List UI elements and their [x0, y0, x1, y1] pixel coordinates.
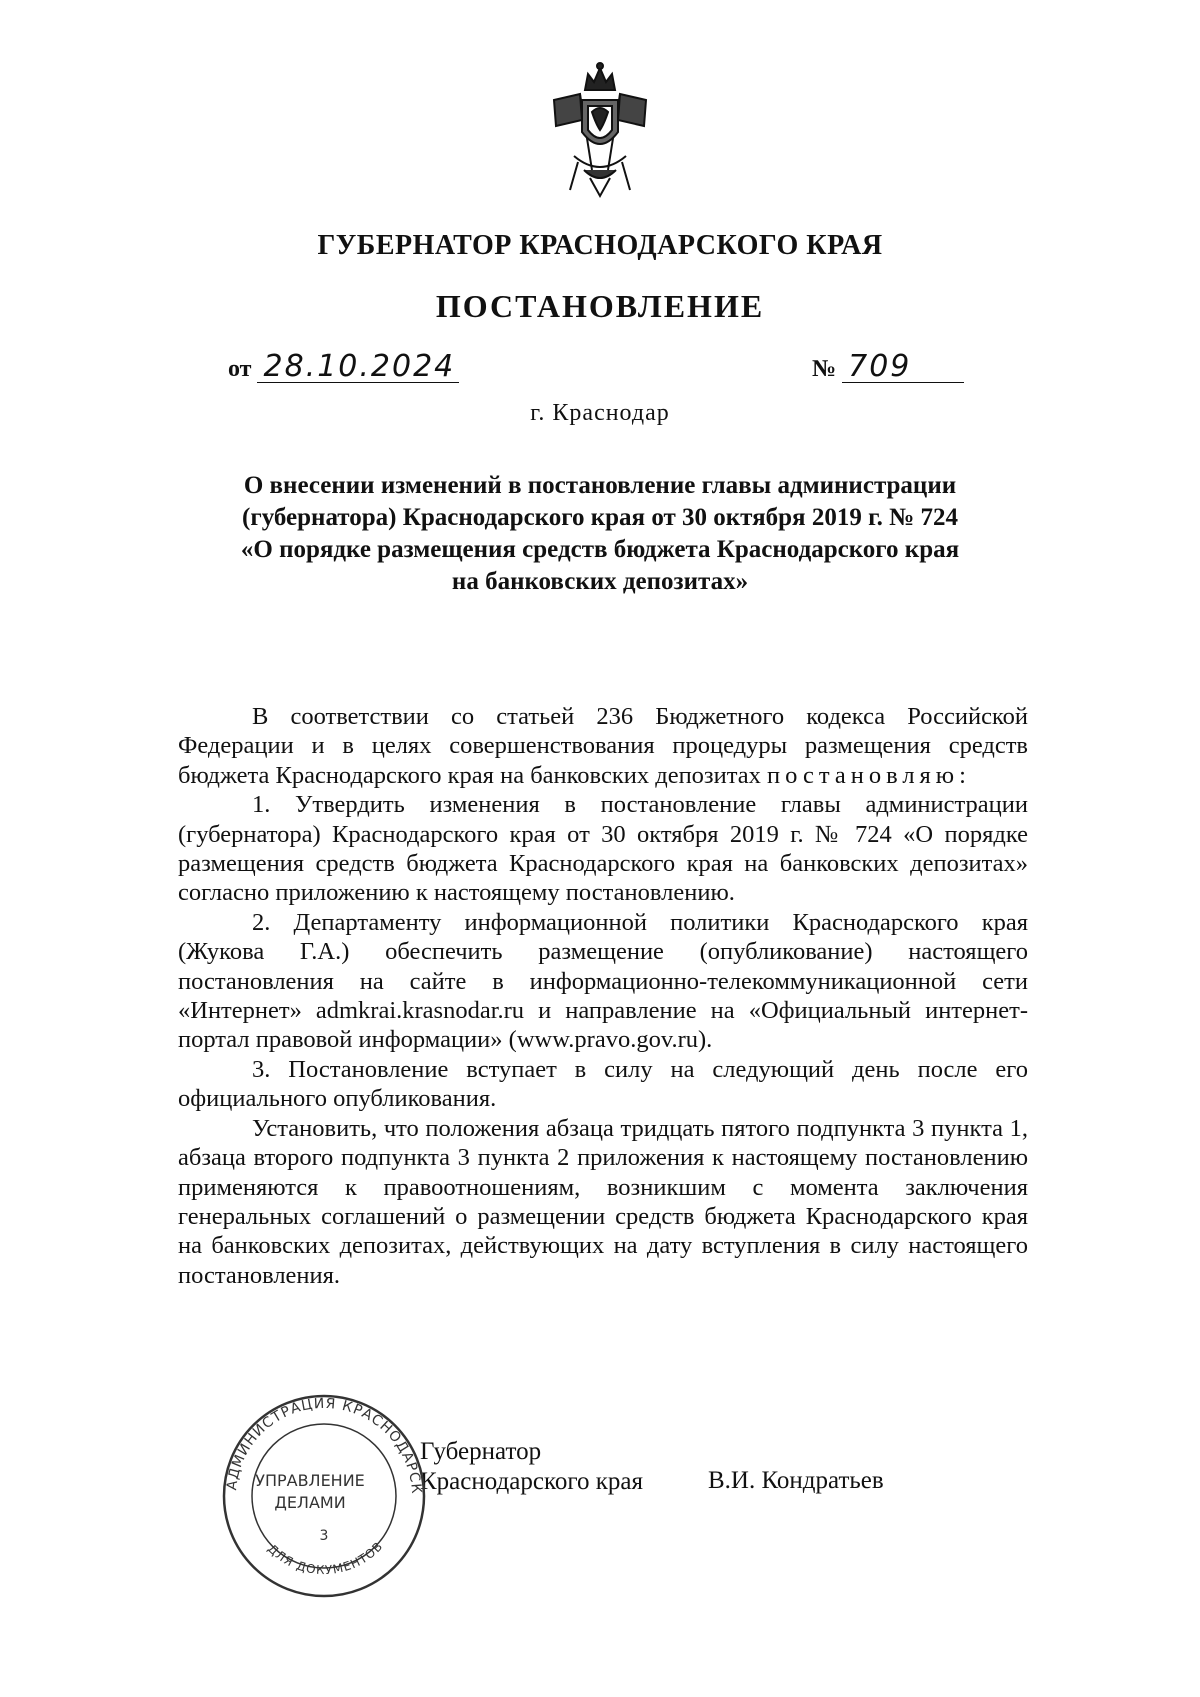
item-2: 2. Департаменту информационной политики Краснодарского края (Жукова Г.А.) обеспечить размещение (опубликование) настоящего постановления на сайте в информационно-телекоммуникационной сети «Интернет» admkrai.krasnodar.ru и направление на «Официальный интернет-портал правовой информации» (www.pravo.gov.ru).	[178, 908, 1028, 1054]
official-stamp	[218, 1390, 430, 1602]
stamp-ring-text: АДМИНИСТРАЦИЯ КРАСНОДАРСК	[224, 1395, 425, 1495]
document-number	[812, 349, 964, 384]
coat-of-arms-icon	[540, 60, 660, 200]
decree-word: постановляю:	[766, 761, 971, 789]
number-prefix: №	[812, 356, 837, 382]
stamp-bottom-text: ДЛЯ ДОКУМЕНТОВ	[264, 1538, 386, 1578]
stamp-inner-line1: УПРАВЛЕНИЕ	[255, 1471, 365, 1490]
subject-line: на банковских депозитах»	[451, 568, 749, 595]
subject-line: О внесении изменений в постановление главы администрации	[243, 472, 957, 499]
preamble-paragraph	[178, 702, 1028, 790]
item-3: 3. Постановление вступает в силу на следующий день после его официального опубликования.	[178, 1055, 1028, 1113]
document-body	[178, 702, 1028, 1290]
svg-text:ДЛЯ ДОКУМЕНТОВ	[265, 1539, 386, 1577]
document-type-title: ПОСТАНОВЛЕНИЕ	[435, 288, 765, 324]
handwritten-number: 709	[842, 352, 964, 383]
preamble-text: В соответствии со статьей 236 Бюджетного кодекса Российской Федерации и в целях совершенствования процедуры размещения средств бюджета Краснодарского края на банковских депозитах	[178, 703, 1028, 789]
document-subject	[0, 470, 1200, 598]
handwritten-date: 28.10.2024	[257, 352, 459, 383]
date-prefix: от	[228, 356, 252, 382]
item-1: 1. Утвердить изменения в постановление главы администрации (губернатора) Краснодарского края от 30 октября 2019 г. № 724 «О порядке размещения средств бюджета Краснодарского края на банковских депозитах» согласно приложению к настоящему постановлению.	[178, 791, 1028, 907]
signatory-title-line1: Губернатор	[420, 1438, 542, 1465]
city: г. Краснодар	[530, 400, 670, 426]
issuing-authority: ГУБЕРНАТОР КРАСНОДАРСКОГО КРАЯ	[317, 230, 883, 261]
stamp-inner-line2: ДЕЛАМИ	[274, 1493, 346, 1512]
subject-line: (губернатора) Краснодарского края от 30 октября 2019 г. № 724	[242, 504, 958, 531]
signatory-name: В.И. Кондратьев	[708, 1467, 884, 1494]
final-paragraph: Установить, что положения абзаца тридцать пятого подпункта 3 пункта 1, абзаца второго подпункта 3 пункта 2 приложения к настоящему постановлению применяются к правоотношениям, возникшим с момента заключения генеральных соглашений о размещении средств бюджета Краснодарского края на банковских депозитах, действующих на дату вступления в силу настоящего постановления.	[178, 1114, 1028, 1289]
signatory-title	[420, 1437, 643, 1497]
document-date	[228, 349, 459, 384]
subject-line: «О порядке размещения средств бюджета Краснодарского края	[240, 536, 960, 563]
signatory-title-line2: Краснодарского края	[420, 1468, 643, 1495]
stamp-number: 3	[319, 1528, 329, 1544]
